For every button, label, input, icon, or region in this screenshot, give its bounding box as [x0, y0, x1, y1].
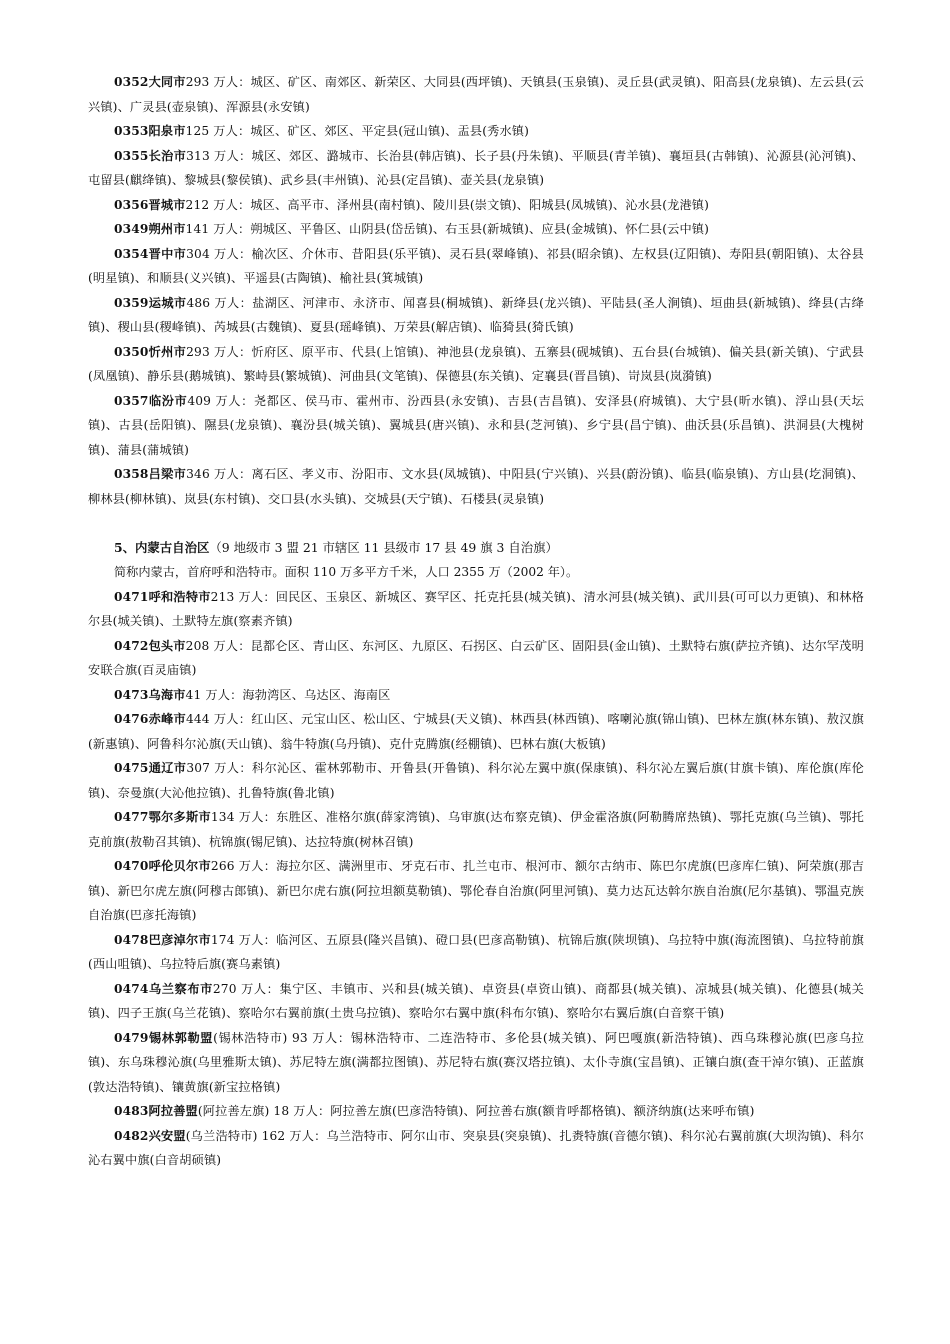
city-code-name [114, 149, 186, 163]
city-name: 忻州市 [148, 344, 187, 359]
area-code: 0353 [114, 124, 149, 138]
area-code: 0477 [114, 810, 149, 824]
section-intro: 简称内蒙古，首府呼和浩特市。面积 110 万多平方千米，人口 2355 万（2002 年）。 [114, 565, 579, 579]
population: 266 万人 [210, 859, 264, 873]
city-code-name [114, 859, 211, 873]
subdivision-list: 离石区、孝义市、汾阳市、文水县(凤城镇)、中阳县(宁兴镇)、兴县(蔚汾镇)、临县(临泉镇)、方山县(圪洞镇)、柳林县(柳林镇)、岚县(东村镇)、交口县(水头镇)、交城县(天宁镇)、石楼县(灵泉镇) [88, 467, 864, 506]
city-name: 通辽市 [148, 761, 187, 775]
population: 93 万人 [291, 1030, 338, 1045]
city-seat-note: (乌兰浩特市) [185, 1128, 258, 1143]
subdivision-list: 锡林浩特市、二连浩特市、多伦县(城关镇)、阿巴嘎旗(新浩特镇)、西乌珠穆沁旗(巴彦乌拉镇)、东乌珠穆沁旗(乌里雅斯太镇)、苏尼特左旗(满都拉图镇)、苏尼特右旗(赛汉塔拉镇)、太仆寺旗(宝昌镇)、正镶白旗(查干淖尔镇)、正蓝旗(敦达浩特镇)、镶黄旗(新宝拉格镇) [88, 1030, 865, 1094]
city-entry: 0356晋城市212 万人：城区、高平市、泽州县(南村镇)、陵川县(崇文镇)、阳城县(凤城镇)、沁水县(龙港镇) [114, 197, 710, 212]
city-entry: 0473乌海市41 万人：海勃湾区、乌达区、海南区 [114, 687, 391, 702]
city-name: 呼伦贝尔市 [148, 859, 211, 873]
city-entry: 0477鄂尔多斯市134 万人：东胜区、准格尔旗(薛家湾镇)、乌审旗(达布察克镇)、伊金霍洛旗(阿勒腾席热镇)、鄂托克旗(乌兰镇)、鄂托克前旗(敖勒召其镇)、杭锦旗(锡尼镇)、达拉特旗(树林召镇) [88, 810, 864, 849]
subdivision-list: 红山区、元宝山区、松山区、宁城县(天义镇)、林西县(林西镇)、喀喇沁旗(锦山镇)、巴林左旗(林东镇)、敖汉旗(新惠镇)、阿鲁科尔沁旗(天山镇)、翁牛特旗(乌丹镇)、克什克腾旗(经棚镇)、巴林右旗(大板镇) [88, 712, 864, 751]
area-code: 0350 [114, 344, 149, 359]
population: 134 万人 [210, 810, 264, 824]
city-code-name [114, 467, 186, 481]
city-name: 乌海市 [148, 687, 186, 702]
subdivision-list: 乌兰浩特市、阿尔山市、突泉县(突泉镇)、扎赉特旗(音德尔镇)、科尔沁右翼前旗(大坝沟镇)、科尔沁右翼中旗(白音胡硕镇) [88, 1128, 864, 1167]
population: 444 万人 [186, 712, 239, 726]
city-code-name [114, 222, 186, 236]
city-code-name [114, 1104, 198, 1118]
city-name: 长治市 [148, 148, 187, 163]
city-name: 包头市 [148, 638, 186, 653]
area-code: 0359 [114, 295, 149, 310]
area-code: 0354 [114, 246, 149, 261]
subdivision-list: 忻府区、原平市、代县(上馆镇)、神池县(龙泉镇)、五寨县(砚城镇)、五台县(台城镇)、偏关县(新关镇)、宁武县(凤凰镇)、静乐县(鹅城镇)、繁峙县(繁城镇)、河曲县(文笔镇)、保德县(东关镇)、定襄县(晋昌镇)、岢岚县(岚漪镇) [88, 344, 864, 383]
area-code: 0471 [114, 589, 149, 604]
city-code-name [114, 247, 186, 261]
city-code-name [114, 982, 213, 996]
subdivision-list: 城区、高平市、泽州县(南村镇)、陵川县(崇文镇)、阳城县(凤城镇)、沁水县(龙港镇) [250, 197, 710, 212]
city-code-name [114, 810, 211, 824]
city-code-name [114, 296, 186, 310]
population: 208 万人 [185, 638, 239, 653]
city-code-name [114, 198, 186, 212]
city-name: 朔州市 [148, 222, 186, 236]
city-code-name [114, 590, 211, 604]
subdivision-list: 盐湖区、河津市、永济市、闻喜县(桐城镇)、新绛县(龙兴镇)、平陆县(圣人涧镇)、垣曲县(新城镇)、绛县(古绛镇)、稷山县(稷峰镇)、芮城县(古魏镇)、夏县(瑶峰镇)、万荣县(解店镇)、临猗县(猗氏镇) [88, 295, 864, 334]
population: 213 万人 [210, 589, 264, 604]
document-page [88, 70, 864, 1173]
city-entry: 0359运城市486 万人：盐湖区、河津市、永济市、闻喜县(桐城镇)、新绛县(龙兴镇)、平陆县(圣人涧镇)、垣曲县(新城镇)、绛县(古绛镇)、稷山县(稷峰镇)、芮城县(古魏镇)、夏县(瑶峰镇)、万荣县(解店镇)、临猗县(猗氏镇) [88, 295, 864, 334]
area-code: 0356 [114, 197, 149, 212]
city-code-name [114, 933, 211, 947]
city-code-name [114, 761, 186, 775]
city-entry: 0476赤峰市444 万人：红山区、元宝山区、松山区、宁城县(天义镇)、林西县(林西镇)、喀喇沁旗(锦山镇)、巴林左旗(林东镇)、敖汉旗(新惠镇)、阿鲁科尔沁旗(天山镇)、翁牛特旗(乌丹镇)、克什克腾旗(经棚镇)、巴林右旗(大板镇) [88, 712, 864, 751]
city-entry: 0479锡林郭勒盟(锡林浩特市) 93 万人：锡林浩特市、二连浩特市、多伦县(城关镇)、阿巴嘎旗(新浩特镇)、西乌珠穆沁旗(巴彦乌拉镇)、东乌珠穆沁旗(乌里雅斯太镇)、苏尼特左旗(满都拉图镇)、苏尼特右旗(赛汉塔拉镇)、太仆寺旗(宝昌镇)、正镶白旗(查干淖尔镇)、正蓝旗(敦达浩特镇)、镶黄旗(新宝拉格镇) [88, 1030, 865, 1094]
city-code-name [114, 1129, 186, 1143]
subdivision-list: 城区、矿区、南郊区、新荣区、大同县(西坪镇)、天镇县(玉泉镇)、灵丘县(武灵镇)、阳高县(龙泉镇)、左云县(云兴镇)、广灵县(壶泉镇)、浑源县(永安镇) [88, 75, 865, 114]
population: 486 万人 [186, 295, 240, 310]
population: 141 万人 [185, 222, 238, 236]
population: 313 万人 [186, 148, 240, 163]
subdivision-list: 回民区、玉泉区、新城区、赛罕区、托克托县(城关镇)、清水河县(城关镇)、武川县(可可以力更镇)、和林格尔县(城关镇)、土默特左旗(察素齐镇) [88, 589, 865, 628]
population: 41 万人 [185, 687, 231, 702]
section-note: （9 地级市 3 盟 21 市辖区 11 县级市 17 县 49 旗 3 自治旗） [209, 539, 558, 555]
city-entry: 0470呼伦贝尔市266 万人：海拉尔区、满洲里市、牙克石市、扎兰屯市、根河市、额尔古纳市、陈巴尔虎旗(巴彦库仁镇)、阿荣旗(那吉镇)、新巴尔虎左旗(阿穆古郎镇)、新巴尔虎右旗(阿拉坦额莫勒镇)、鄂伦春自治旗(阿里河镇)、莫力达瓦达斡尔族自治旗(尼尔基镇)、鄂温克族自治旗(巴彦托海镇) [88, 859, 864, 922]
area-code: 0358 [114, 467, 149, 481]
shanxi-city-list [88, 70, 864, 511]
city-entry: 0472包头市208 万人：昆都仑区、青山区、东河区、九原区、石拐区、白云矿区、固阳县(金山镇)、土默特右旗(萨拉齐镇)、达尔罕茂明安联合旗(百灵庙镇) [88, 638, 864, 677]
city-entry: 0352大同市293 万人：城区、矿区、南郊区、新荣区、大同县(西坪镇)、天镇县(玉泉镇)、灵丘县(武灵镇)、阳高县(龙泉镇)、左云县(云兴镇)、广灵县(壶泉镇)、浑源县(永安镇) [88, 75, 865, 114]
area-code: 0476 [114, 712, 149, 726]
population: 304 万人 [186, 246, 240, 261]
population: 18 万人 [273, 1104, 318, 1118]
city-seat-note: (锡林浩特市) [213, 1030, 288, 1045]
subdivision-list: 海勃湾区、乌达区、海南区 [242, 687, 391, 702]
city-entry: 0357临汾市409 万人：尧都区、侯马市、霍州市、汾西县(永安镇)、吉县(吉昌镇)、安泽县(府城镇)、大宁县(昕水镇)、浮山县(天坛镇)、古县(岳阳镇)、隰县(龙泉镇)、襄汾县(城关镇)、翼城县(唐兴镇)、永和县(芝河镇)、乡宁县(昌宁镇)、曲沃县(乐昌镇)、洪洞县(大槐树镇)、蒲县(蒲城镇) [88, 393, 864, 457]
area-code: 0357 [114, 393, 149, 408]
city-name: 乌兰察布市 [148, 981, 213, 996]
area-code: 0355 [114, 148, 149, 163]
city-entry: 0358吕梁市346 万人：离石区、孝义市、汾阳市、文水县(凤城镇)、中阳县(宁兴镇)、兴县(蔚汾镇)、临县(临泉镇)、方山县(圪洞镇)、柳林县(柳林镇)、岚县(东村镇)、交口县(水头镇)、交城县(天宁镇)、石楼县(灵泉镇) [88, 467, 864, 506]
subdivision-list: 集宁区、丰镇市、兴和县(城关镇)、卓资县(卓资山镇)、商都县(城关镇)、凉城县(城关镇)、化德县(城关镇)、四子王旗(乌兰花镇)、察哈尔右翼前旗(土贵乌拉镇)、察哈尔右翼中旗(科布尔镇)、察哈尔右翼后旗(白音察干镇) [88, 981, 864, 1020]
city-name: 临汾市 [148, 393, 188, 408]
population: 346 万人 [186, 467, 240, 481]
city-code-name [114, 639, 186, 653]
population: 125 万人 [185, 124, 238, 138]
city-name: 大同市 [148, 75, 186, 89]
population: 174 万人 [210, 932, 264, 947]
subdivision-list: 海拉尔区、满洲里市、牙克石市、扎兰屯市、根河市、额尔古纳市、陈巴尔虎旗(巴彦库仁镇)、阿荣旗(那吉镇)、新巴尔虎左旗(阿穆古郎镇)、新巴尔虎右旗(阿拉坦额莫勒镇)、鄂伦春自治旗(阿里河镇)、莫力达瓦达斡尔族自治旗(尼尔基镇)、鄂温克族自治旗(巴彦托海镇) [88, 859, 864, 922]
area-code: 0473 [114, 687, 149, 702]
city-name: 晋中市 [148, 246, 187, 261]
city-entry: 0354晋中市304 万人：榆次区、介休市、昔阳县(乐平镇)、灵石县(翠峰镇)、祁县(昭余镇)、左权县(辽阳镇)、寿阳县(朝阳镇)、太谷县(明星镇)、和顺县(义兴镇)、平遥县(古陶镇)、榆社县(箕城镇) [88, 246, 864, 285]
neimenggu-city-list [88, 585, 864, 1173]
area-code: 0349 [114, 222, 149, 236]
subdivision-list: 城区、矿区、郊区、平定县(冠山镇)、盂县(秀水镇) [250, 124, 530, 138]
area-code: 0482 [114, 1128, 149, 1143]
subdivision-list: 科尔沁区、霍林郭勒市、开鲁县(开鲁镇)、科尔沁左翼中旗(保康镇)、科尔沁左翼后旗(甘旗卡镇)、库伦旗(库伦镇)、奈曼旗(大沁他拉镇)、扎鲁特旗(鲁北镇) [88, 761, 865, 800]
city-code-name [114, 1031, 213, 1045]
subdivision-list: 东胜区、准格尔旗(薛家湾镇)、乌审旗(达布察克镇)、伊金霍洛旗(阿勒腾席热镇)、鄂托克旗(乌兰镇)、鄂托克前旗(敖勒召其镇)、杭锦旗(锡尼镇)、达拉特旗(树林召镇) [88, 810, 864, 849]
city-entry: 0349朔州市141 万人：朔城区、平鲁区、山阴县(岱岳镇)、右玉县(新城镇)、应县(金城镇)、怀仁县(云中镇) [114, 222, 710, 236]
city-name: 吕梁市 [148, 467, 187, 481]
subdivision-list: 城区、郊区、潞城市、长治县(韩店镇)、长子县(丹朱镇)、平顺县(青羊镇)、襄垣县(古韩镇)、沁源县(沁河镇)、屯留县(麒绛镇)、黎城县(黎侯镇)、武乡县(丰州镇)、沁县(定昌镇)、壶关县(龙泉镇) [88, 148, 864, 187]
city-name: 阳泉市 [148, 124, 186, 138]
area-code: 0478 [114, 932, 149, 947]
subdivision-list: 榆次区、介休市、昔阳县(乐平镇)、灵石县(翠峰镇)、祁县(昭余镇)、左权县(辽阳镇)、寿阳县(朝阳镇)、太谷县(明星镇)、和顺县(义兴镇)、平遥县(古陶镇)、榆社县(箕城镇) [88, 246, 864, 285]
city-entry: 0478巴彦淖尔市174 万人：临河区、五原县(隆兴昌镇)、磴口县(巴彦高勒镇)、杭锦后旗(陕坝镇)、乌拉特中旗(海流图镇)、乌拉特前旗(西山咀镇)、乌拉特后旗(赛乌素镇) [88, 932, 864, 971]
city-name: 阿拉善盟 [148, 1104, 198, 1118]
city-code-name [114, 712, 186, 726]
area-code: 0470 [114, 859, 149, 873]
subdivision-list: 阿拉善左旗(巴彦浩特镇)、阿拉善右旗(额肯呼都格镇)、额济纳旗(达来呼布镇) [330, 1104, 755, 1118]
city-code-name [114, 688, 186, 702]
area-code: 0474 [114, 981, 149, 996]
city-entry: 0355长治市313 万人：城区、郊区、潞城市、长治县(韩店镇)、长子县(丹朱镇)、平顺县(青羊镇)、襄垣县(古韩镇)、沁源县(沁河镇)、屯留县(麒绛镇)、黎城县(黎侯镇)、武乡县(丰州镇)、沁县(定昌镇)、壶关县(龙泉镇) [88, 148, 864, 187]
area-code: 0479 [114, 1030, 149, 1045]
city-entry: 0350忻州市293 万人：忻府区、原平市、代县(上馆镇)、神池县(龙泉镇)、五寨县(砚城镇)、五台县(台城镇)、偏关县(新关镇)、宁武县(凤凰镇)、静乐县(鹅城镇)、繁峙县(繁城镇)、河曲县(文笔镇)、保德县(东关镇)、定襄县(晋昌镇)、岢岚县(岚漪镇) [88, 344, 864, 383]
city-name: 运城市 [148, 295, 187, 310]
area-code: 0475 [114, 761, 149, 775]
city-seat-note: (阿拉善左旗) [197, 1104, 270, 1118]
subdivision-list: 朔城区、平鲁区、山阴县(岱岳镇)、右玉县(新城镇)、应县(金城镇)、怀仁县(云中镇) [250, 222, 710, 236]
population: 307 万人 [186, 761, 240, 775]
section-heading [88, 536, 864, 561]
area-code: 0472 [114, 638, 149, 653]
section-gap [88, 511, 864, 536]
city-name: 鄂尔多斯市 [148, 810, 211, 824]
city-name: 巴彦淖尔市 [148, 932, 211, 947]
city-entry: 0471呼和浩特市213 万人：回民区、玉泉区、新城区、赛罕区、托克托县(城关镇)、清水河县(城关镇)、武川县(可可以力更镇)、和林格尔县(城关镇)、土默特左旗(察素齐镇) [88, 589, 865, 628]
population: 409 万人 [187, 393, 242, 408]
city-name: 赤峰市 [148, 712, 186, 726]
population: 293 万人 [186, 344, 240, 359]
city-entry: 0475通辽市307 万人：科尔沁区、霍林郭勒市、开鲁县(开鲁镇)、科尔沁左翼中旗(保康镇)、科尔沁左翼后旗(甘旗卡镇)、库伦旗(库伦镇)、奈曼旗(大沁他拉镇)、扎鲁特旗(鲁北镇) [88, 761, 865, 800]
city-name: 晋城市 [148, 197, 186, 212]
city-name: 锡林郭勒盟 [148, 1030, 214, 1045]
city-name: 兴安盟 [148, 1128, 186, 1143]
city-code-name [114, 394, 187, 408]
city-code-name [114, 345, 186, 359]
city-entry: 0482兴安盟(乌兰浩特市) 162 万人：乌兰浩特市、阿尔山市、突泉县(突泉镇)、扎赉特旗(音德尔镇)、科尔沁右翼前旗(大坝沟镇)、科尔沁右翼中旗(白音胡硕镇) [88, 1128, 864, 1167]
subdivision-list: 尧都区、侯马市、霍州市、汾西县(永安镇)、吉县(吉昌镇)、安泽县(府城镇)、大宁县(昕水镇)、浮山县(天坛镇)、古县(岳阳镇)、隰县(龙泉镇)、襄汾县(城关镇)、翼城县(唐兴镇)、永和县(芝河镇)、乡宁县(昌宁镇)、曲沃县(乐昌镇)、洪洞县(大槐树镇)、蒲县(蒲城镇) [88, 393, 864, 457]
subdivision-list: 昆都仑区、青山区、东河区、九原区、石拐区、白云矿区、固阳县(金山镇)、土默特右旗(萨拉齐镇)、达尔罕茂明安联合旗(百灵庙镇) [88, 638, 864, 677]
population: 212 万人 [185, 197, 238, 212]
population: 270 万人 [212, 981, 267, 996]
city-name: 呼和浩特市 [148, 589, 211, 604]
city-code-name [114, 124, 186, 138]
population: 162 万人 [261, 1128, 315, 1143]
area-code: 0483 [114, 1104, 149, 1118]
city-code-name [114, 75, 186, 89]
area-code: 0352 [114, 75, 149, 89]
population: 293 万人 [185, 75, 239, 89]
section-title: 5、内蒙古自治区 [114, 539, 210, 555]
city-entry: 0483阿拉善盟(阿拉善左旗) 18 万人：阿拉善左旗(巴彦浩特镇)、阿拉善右旗(额肯呼都格镇)、额济纳旗(达来呼布镇) [114, 1104, 755, 1118]
city-entry: 0474乌兰察布市270 万人：集宁区、丰镇市、兴和县(城关镇)、卓资县(卓资山镇)、商都县(城关镇)、凉城县(城关镇)、化德县(城关镇)、四子王旗(乌兰花镇)、察哈尔右翼前旗(土贵乌拉镇)、察哈尔右翼中旗(科布尔镇)、察哈尔右翼后旗(白音察干镇) [88, 981, 864, 1020]
city-entry: 0353阳泉市125 万人：城区、矿区、郊区、平定县(冠山镇)、盂县(秀水镇) [114, 124, 530, 138]
subdivision-list: 临河区、五原县(隆兴昌镇)、磴口县(巴彦高勒镇)、杭锦后旗(陕坝镇)、乌拉特中旗(海流图镇)、乌拉特前旗(西山咀镇)、乌拉特后旗(赛乌素镇) [88, 932, 864, 971]
